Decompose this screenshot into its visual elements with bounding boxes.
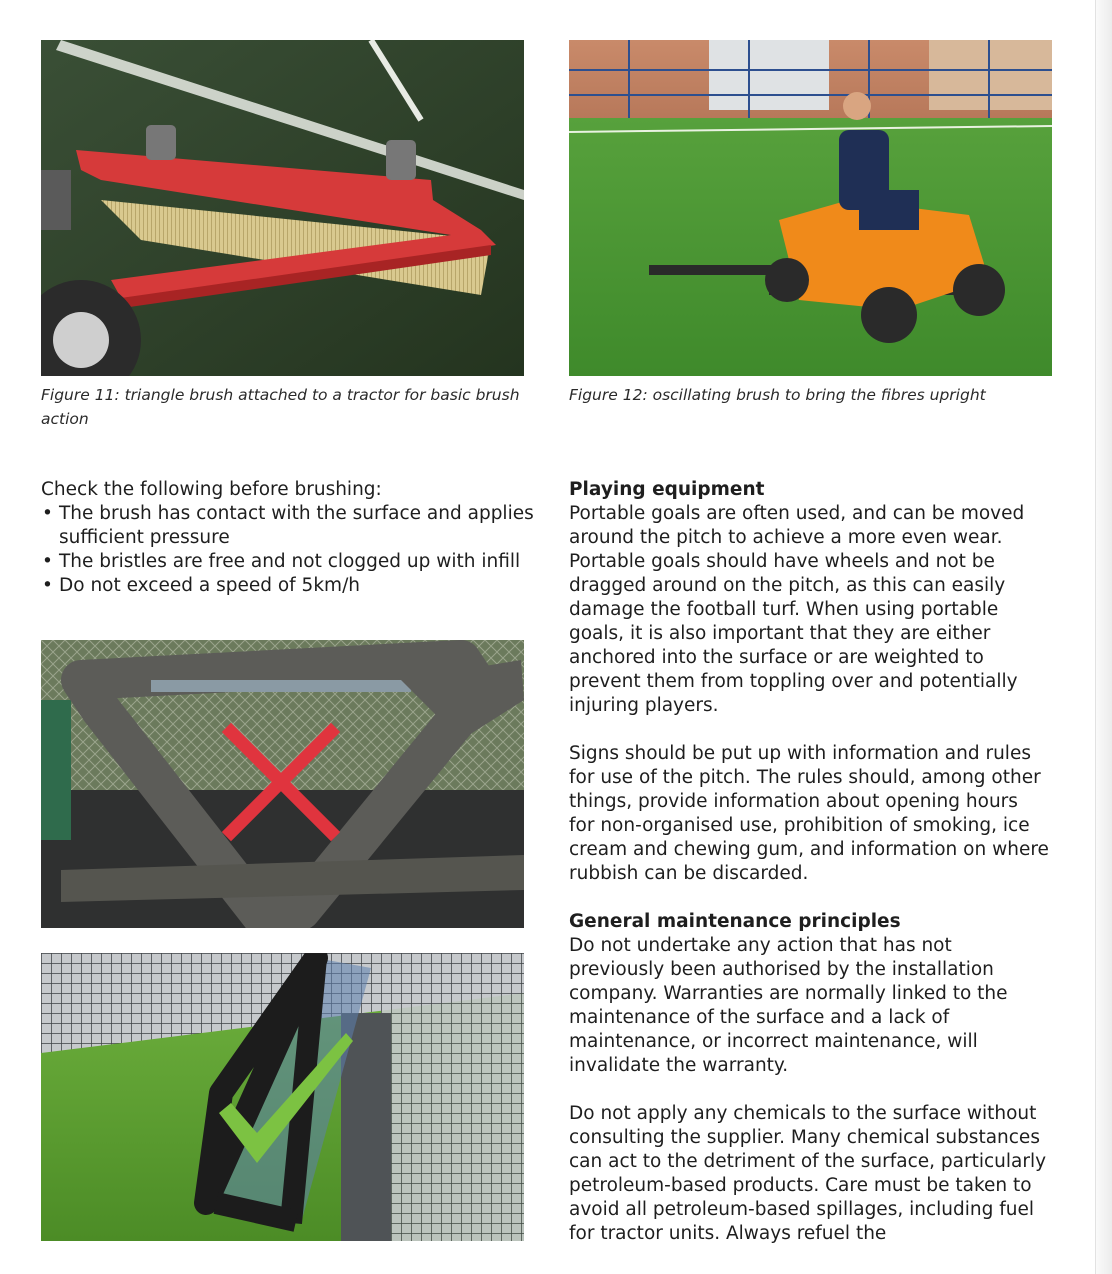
playing-equipment-heading: Playing equipment <box>569 479 765 500</box>
oscillating-brush-tractor-photo <box>569 40 1052 376</box>
checklist-item: • The bristles are free and not clogged up with infill <box>41 550 536 574</box>
page-edge <box>1095 0 1112 1274</box>
checklist-item: • Do not exceed a speed of 5km/h <box>41 574 536 598</box>
right-column-text <box>569 478 1049 1246</box>
red-cross-icon <box>41 640 524 928</box>
green-check-icon <box>41 953 524 1241</box>
paragraph: Do not apply any chemicals to the surface without consulting the supplier. Many chemical substances can act to the detriment of the surface, particularly petroleum-based products. Care must be taken to avoid all petroleum-based spillages, including fuel for tractor units. Always refuel the <box>569 1103 1047 1244</box>
figure-11-caption: Figure 11: triangle brush attached to a tractor for basic brush action <box>41 386 520 428</box>
paragraph: Do not undertake any action that has not previously been authorised by the installation company. Warranties are normally linked to the maintenance of the surface and a lack of maintenance, or incorrect maintenance, will invalidate the warranty. <box>569 935 1008 1076</box>
triangle-brush-photo <box>41 40 524 376</box>
paragraph: Signs should be put up with information and rules for use of the pitch. The rules should, among other things, provide information about opening hours for non-organised use, prohibition of smoking, ice cream and chewing gum, and information on where rubbish can be discarded. <box>569 743 1049 884</box>
checklist-item: • The brush has contact with the surface and applies sufficient pressure <box>41 502 536 550</box>
brushing-checklist <box>41 478 536 598</box>
paragraph: Portable goals are often used, and can be moved around the pitch to achieve a more even wear. Portable goals should have wheels and not be dragged around on the pitch, as this can easily damage the football turf. When using portable goals, it is also important that they are either anchored into the surface or are weighted to prevent them from toppling over and potentially injuring players. <box>569 503 1025 716</box>
figure-12-caption: Figure 12: oscillating brush to bring the fibres upright <box>569 386 986 404</box>
clean-brush-photo <box>41 953 524 1241</box>
clogged-brush-photo <box>41 640 524 928</box>
checklist-intro: Check the following before brushing: <box>41 479 382 500</box>
checklist-bullets <box>41 502 536 598</box>
general-maintenance-heading: General maintenance principles <box>569 911 901 932</box>
